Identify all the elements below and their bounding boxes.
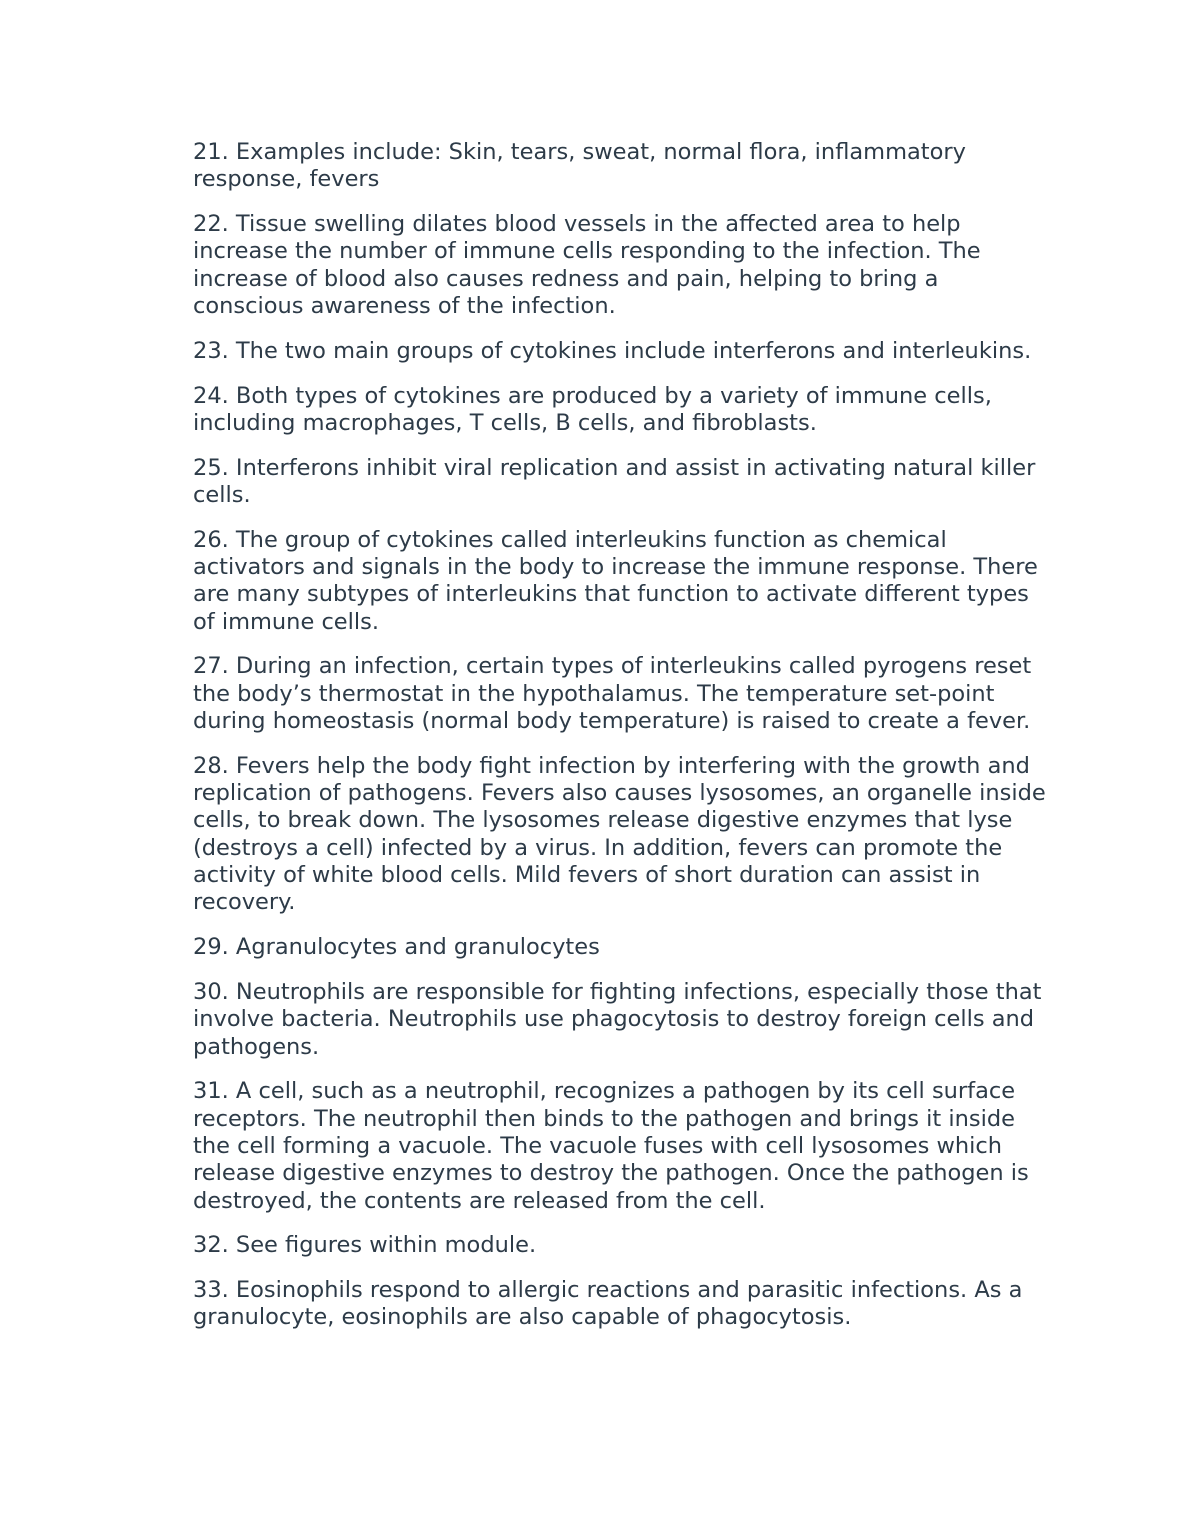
answer-30: 30. Neutrophils are responsible for fighting infections, especially those that involve bacteria. Neutrophils use phagocytosis to destroy foreign cells and pathogens. [193,978,1042,1060]
answer-27: 27. During an infection, certain types of interleukins called pyrogens reset the body’s thermostat in the hypothalamus. The temperature set-point during homeostasis (normal body temperature) is raised to create a fever. [193,653,1032,735]
answer-26: 26. The group of cytokines called interleukins function as chemical activators and signals in the body to increase the immune response. There are many subtypes of interleukins that function to activate different types of immune cells. [193,526,1038,635]
answer-33: 33. Eosinophils respond to allergic reactions and parasitic infections. As a granulocyte, eosinophils are also capable of phagocytosis. [193,1277,1023,1331]
answer-23: 23. The two main groups of cytokines include interferons and interleukins. [193,337,1032,364]
answer-25: 25. Interferons inhibit viral replication and assist in activating natural killer cells. [193,454,1036,508]
answer-28: 28. Fevers help the body fight infection by interfering with the growth and replication of pathogens. Fevers also causes lysosomes, an organelle inside cells, to break down. The lysosomes release digestive enzymes that lyse (destroys a cell) infected by a virus. In addition, fevers can promote the activity of white blood cells. Mild fevers of short duration can assist in recovery. [193,752,1046,916]
answer-32: 32. See figures within module. [193,1232,537,1259]
answer-29: 29. Agranulocytes and granulocytes [193,934,600,961]
answer-21: 21. Examples include: Skin, tears, sweat, normal flora, inflammatory response, fevers [193,139,966,193]
document-page [193,139,1055,1349]
answer-31: 31. A cell, such as a neutrophil, recognizes a pathogen by its cell surface receptors. The neutrophil then binds to the pathogen and brings it inside the cell forming a vacuole. The vacuole fuses with cell lysosomes which release digestive enzymes to destroy the pathogen. Once the pathogen is destroyed, the contents are released from the cell. [193,1078,1029,1214]
answer-24: 24. Both types of cytokines are produced by a variety of immune cells, including macrophages, T cells, B cells, and fibroblasts. [193,382,992,436]
answer-22: 22. Tissue swelling dilates blood vessels in the affected area to help increase the number of immune cells responding to the infection. The increase of blood also causes redness and pain, helping to bring a conscious awareness of the infection. [193,211,981,319]
